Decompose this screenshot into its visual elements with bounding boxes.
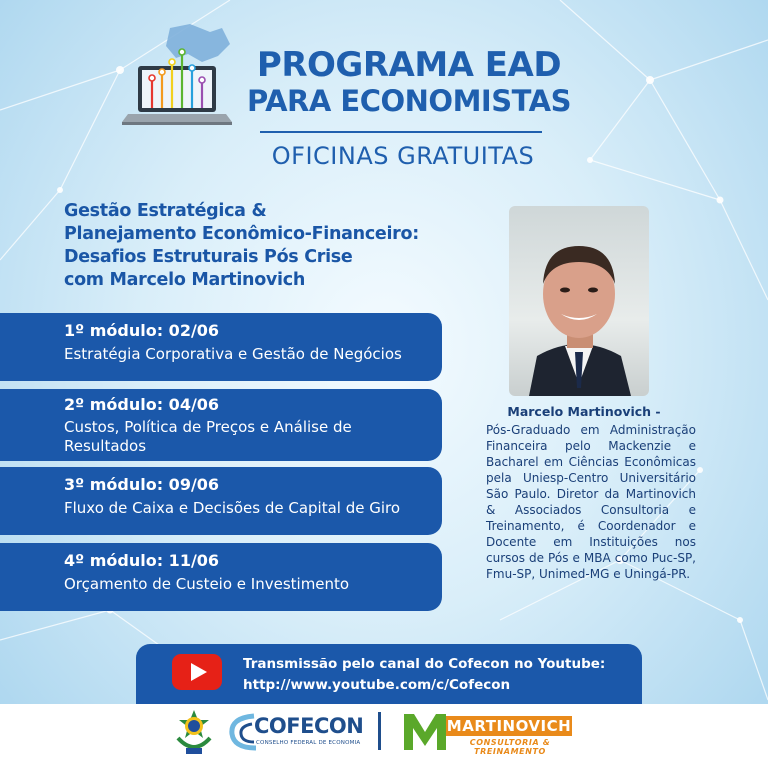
brazil-coat-of-arms-icon	[172, 708, 216, 758]
stream-info	[243, 654, 605, 696]
title-divider	[260, 131, 542, 133]
module-description: Custos, Política de Preços e Análise de	[64, 418, 352, 436]
course-title-line: Gestão Estratégica &	[64, 201, 267, 221]
cofecon-wordmark: COFECON	[254, 714, 364, 738]
youtube-channel-link[interactable]: http://www.youtube.com/c/Cofecon	[243, 677, 511, 693]
course-title-line: Planejamento Econômico-Financeiro:	[64, 224, 419, 244]
instructor-name: Marcelo Martinovich -	[507, 404, 661, 419]
module-description: Fluxo de Caixa e Decisões de Capital de Giro	[64, 499, 401, 517]
instructor-photo	[509, 206, 649, 396]
module-4-card	[0, 543, 442, 611]
laptop-network-icon	[118, 22, 236, 130]
module-title: 2º módulo: 04/06	[64, 395, 220, 414]
instructor-bio: Pós-Graduado em Administração Financeira pelo Mackenzie e Bacharel em Ciências Econômicas pela Uniesp-Centro Universitário São Paulo. Diretor da Martinovich & Associados Consultoria e Treinamento, é Coordenador e Docente em Instituições nos cursos de Pós e MBA como Puc-SP, Fmu-SP, Unimed-MG e Uningá-PR.	[486, 423, 696, 581]
title-line-2: PARA ECONOMISTAS	[247, 84, 571, 118]
program-title	[246, 46, 572, 118]
martinovich-subtitle: CONSULTORIA & TREINAMENTO	[469, 738, 551, 756]
footer-divider	[378, 712, 381, 750]
course-title-line: com Marcelo Martinovich	[64, 270, 305, 290]
module-3-card	[0, 467, 442, 535]
module-1-card	[0, 313, 442, 381]
module-description: Resultados	[64, 437, 147, 455]
sponsor-footer	[0, 704, 768, 768]
course-title-line: Desafios Estruturais Pós Crise	[64, 247, 353, 267]
module-description: Orçamento de Custeio e Investimento	[64, 575, 350, 593]
module-title: 3º módulo: 09/06	[64, 475, 220, 494]
module-title: 4º módulo: 11/06	[64, 551, 220, 570]
cofecon-subtitle: CONSELHO FEDERAL DE ECONOMIA	[256, 740, 361, 746]
course-title	[64, 200, 484, 292]
stream-caption: Transmissão pelo canal do Cofecon no Youtube:	[243, 656, 606, 672]
title-line-1: PROGRAMA EAD	[256, 45, 562, 85]
martinovich-wordmark: MARTINOVICH	[446, 717, 572, 735]
module-title: 1º módulo: 02/06	[64, 321, 220, 340]
youtube-icon[interactable]	[172, 654, 222, 690]
program-subtitle: OFICINAS GRATUITAS	[271, 142, 535, 170]
module-2-card	[0, 389, 442, 461]
module-description: Estratégia Corporativa e Gestão de Negócios	[64, 345, 402, 363]
